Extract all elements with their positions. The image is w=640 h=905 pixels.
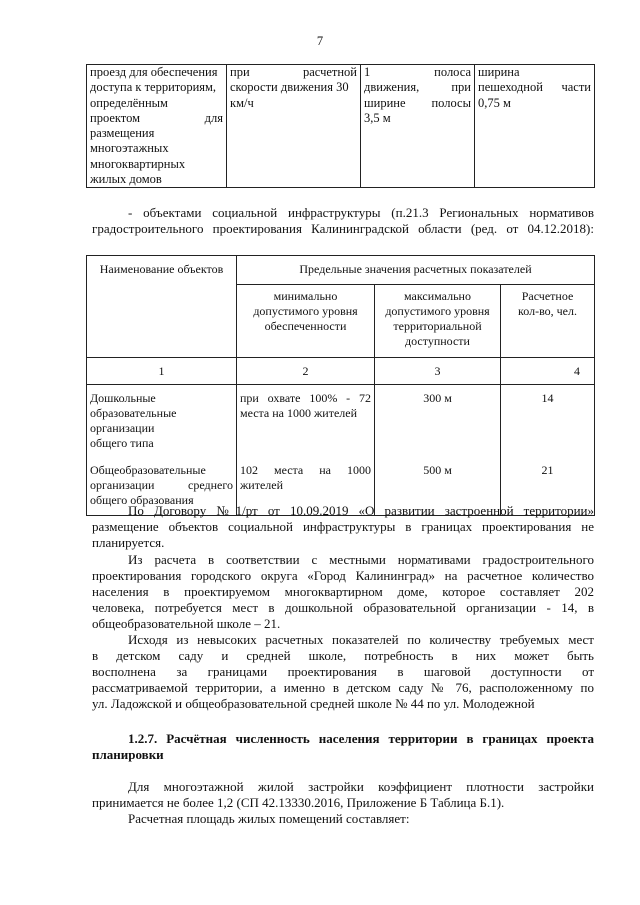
col-number: 3 xyxy=(375,358,501,385)
table-row xyxy=(87,65,595,188)
header-min: минимально допустимого уровня обеспеченности xyxy=(237,285,375,358)
intro-paragraph: - объектами социальной инфраструктуры (п.21.3 Региональных нормативов градостроительного проектирования Калининградской области (ред. от 04.12.2018): xyxy=(92,205,594,236)
table-header-row xyxy=(87,256,595,285)
row-min: 102 места на 1000 жителей xyxy=(237,463,375,516)
row-name: Общеобразовательные организации среднего общего образования xyxy=(87,463,237,516)
section-heading: 1.2.7. Расчётная численность населения территории в границах проекта планировки xyxy=(92,731,594,762)
header-max: максимально допустимого уровня территориальной доступности xyxy=(375,285,501,358)
table-cell: проезд для обеспечения доступа к территориям, определённым проектом для размещения многоэтажных многоквартирных жилых домов xyxy=(87,65,227,188)
paragraph-area: Расчетная площадь жилых помещений составляет: xyxy=(128,811,410,826)
page-number: 7 xyxy=(316,34,324,48)
social-infrastructure-table xyxy=(86,255,595,516)
row-count: 14 xyxy=(501,385,595,464)
header-group: Предельные значения расчетных показателей xyxy=(237,256,595,285)
row-max: 500 м xyxy=(375,463,501,516)
col-number: 4 xyxy=(501,358,595,385)
row-name: Дошкольные образовательные организации общего типа xyxy=(87,385,237,464)
row-min: при охвате 100% - 72 места на 1000 жителей xyxy=(237,385,375,464)
paragraph-contract: По Договору №1/рт от 10.09.2019 «О развитии застроенной территории» размещение объектов социальной инфраструктуры в границах проектирования не планируется. xyxy=(92,503,594,550)
header-objects: Наименование объектов xyxy=(87,256,237,358)
header-count: Расчетное кол-во, чел. xyxy=(501,285,595,358)
table-number-row xyxy=(87,358,595,385)
row-count: 21 xyxy=(501,463,595,516)
table-cell: при расчетной скорости движения 30 км/ч xyxy=(227,65,361,188)
col-number: 1 xyxy=(87,358,237,385)
table-cell: 1 полоса движения, при ширине полосы 3,5 м xyxy=(361,65,475,188)
col-number: 2 xyxy=(237,358,375,385)
access-road-table xyxy=(86,64,595,188)
paragraph-calculation: Из расчета в соответствии с местными нормативами градостроительного проектирования городского округа «Город Калининград» на расчетное количество населения в проектируемом многоквартирном доме, которое составляет 202 человека, потребуется мест в дошкольной образовательной организации - 14, в общеобразовательной школе – 21. xyxy=(92,552,594,631)
table-cell: ширина пешеходной части 0,75 м xyxy=(475,65,595,188)
paragraph-density: Для многоэтажной жилой застройки коэффициент плотности застройки принимается не более 1,2 (СП 42.13330.2016, Приложение Б Таблица Б.1). xyxy=(92,779,594,810)
paragraph-conclusion: Исходя из невысоких расчетных показателей по количеству требуемых мест в детском саду и средней школе, потребность в них может быть восполнена за границами проектирования в шаговой доступности от рассматриваемой территории, а именно в детском саду № 76, расположенному по ул. Ладожской и общеобразовательной средней школе № 44 по ул. Молодежной xyxy=(92,632,594,711)
table-row xyxy=(87,385,595,464)
row-max: 300 м xyxy=(375,385,501,464)
